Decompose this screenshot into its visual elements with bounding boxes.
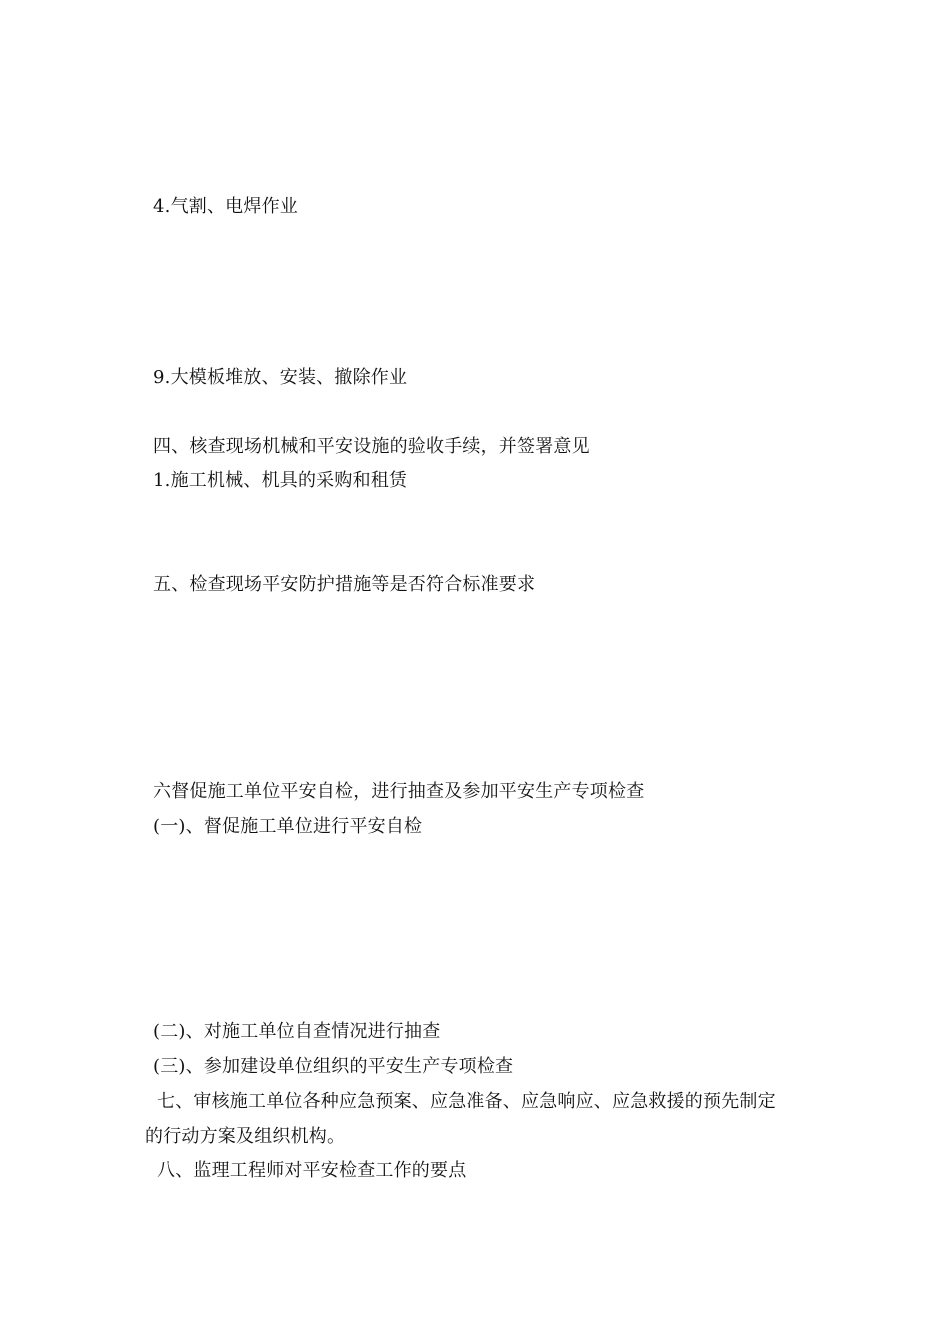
heading-section-7: 七、审核施工单位各种应急预案、应急准备、应急响应、应急救援的预先制定 xyxy=(157,1091,776,1112)
heading-section-5: 五、检查现场平安防护措施等是否符合标准要求 xyxy=(153,574,536,595)
text-line-large-formwork: 9.大模板堆放、安装、撤除作业 xyxy=(153,367,408,388)
text-line-machinery-procurement: 1.施工机械、机具的采购和租赁 xyxy=(153,470,408,491)
subheading-6-2: (二)、对施工单位自查情况进行抽查 xyxy=(153,1021,441,1042)
subheading-6-1: (一)、督促施工单位进行平安自检 xyxy=(153,816,423,837)
heading-section-6: 六督促施工单位平安自检，进行抽查及参加平安生产专项检查 xyxy=(153,781,645,802)
heading-section-8: 八、监理工程师对平安检查工作的要点 xyxy=(157,1160,467,1181)
subheading-6-3: (三)、参加建设单位组织的平安生产专项检查 xyxy=(153,1056,514,1077)
heading-section-4: 四、核查现场机械和平安设施的验收手续，并签署意见 xyxy=(153,436,590,457)
text-line-gas-cutting-welding: 4.气割、电焊作业 xyxy=(153,196,298,217)
heading-section-7-continuation: 的行动方案及组织机构。 xyxy=(145,1126,346,1147)
